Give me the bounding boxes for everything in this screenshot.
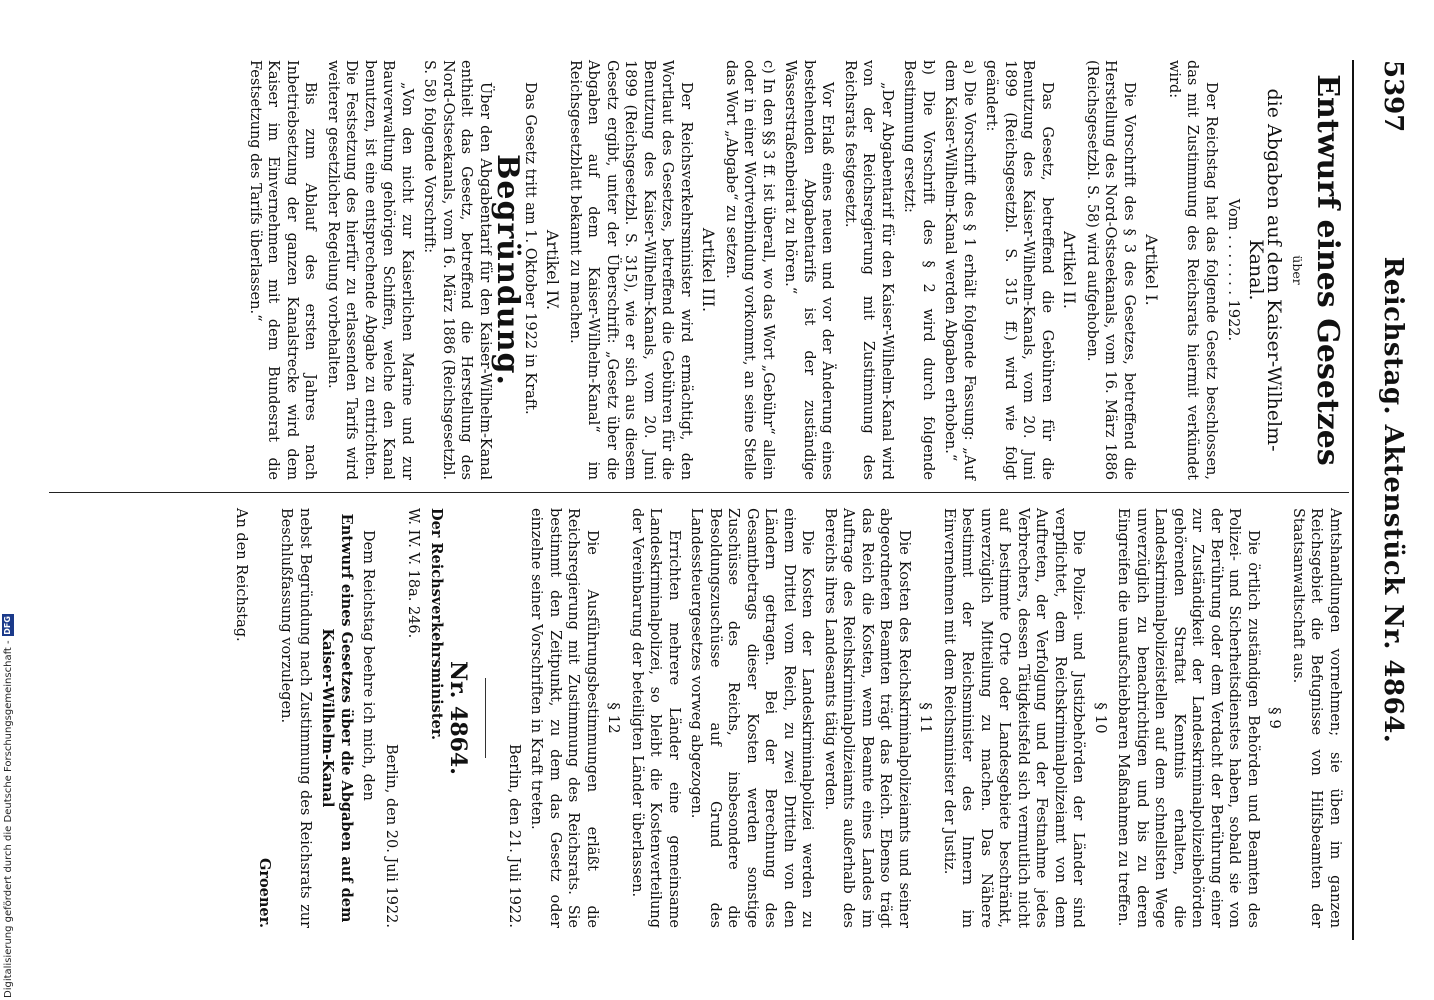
article-2-a: a) Die Vorschrift des § 1 erhält folgende Fassung: „Auf dem Kaiser-Wilhelm-Kanal werden Abgaben erhoben.“ [942, 60, 977, 480]
article-1-text: Die Vorschrift des § 3 des Gesetzes, betreffend die Herstellung des Nord-Ostseekanals, vom 16. März 1886 (Reichsgesetzbl. S. 58) wird aufgehoben. [1084, 60, 1137, 480]
date-signed-2: Berlin, den 20. Juli 1922. [383, 743, 399, 928]
section-9-text: Die örtlich zuständigen Behörden und Beamten des Polizei- und Sicherheitsdienstes haben, sobald sie von der Berührung oder dem Verdacht der Berührung einer zur Zuständigkeit der Landeskriminalpolizeibehörden gehörenden Straftat Kenntnis erhalten, die Landeskriminalpolizeistellen auf dem schnellsten Wege unverzüglich zu benachrichtigen und bis zu deren Eingreifen die unaufschiebbaren Maßnahmen zu treffen. [1115, 508, 1261, 928]
letter-line-2: Entwurf eines Gesetzes über die Abgaben auf dem Kaiser-Wilhelm-Kanal [319, 513, 355, 923]
letter-line-3: nebst Begründung nach Zustimmung des Reichsrats zur Beschlußfassung vorzulegen. [278, 508, 313, 928]
section-10-text: Die Polizei- und Justizbehörden der Länder sind verpflichtet, dem Reichskriminalpolizeiamt von dem Auftreten, der Verfolgung und der Festnahme jedes Verbrechers, dessen Tätigkeitsfeld sich vermutlich nicht auf bestimmte Orte oder Landesgebiete beschränkt, unverzüglich Mitteilung zu machen. Das Nähere bestimmt der Reichsminister des Innern im Einvernehmen mit dem Reichsminister der Justiz. [941, 508, 1087, 928]
article-2-b-quote-1: „Der Abgabentarif für den Kaiser-Wilhelm-Kanal wird von der Reichsregierung mit Zustimmung des Reichsrats festgesetzt. [842, 60, 895, 480]
section-12-text: Die Ausführungsbestimmungen erläßt die Reichsregierung mit Zustimmung des Reichsrats. Sie bestimmt den Zeitpunkt, zu dem das Gesetz oder einzelne seiner Vorschriften in Kraft treten. [528, 508, 600, 928]
article-2-text: Das Gesetz, betreffend die Gebühren für die Benutzung des Kaiser-Wilhelm-Kanals, vom 20. Juni 1899 (Reichsgesetzbl. S. 315 ff.) wird wie folgt geändert: [983, 60, 1055, 480]
section-9-heading: § 9 [1266, 707, 1285, 729]
entwurf-ueber: über [1290, 255, 1305, 285]
header-rule [1352, 60, 1354, 940]
begruendung-paragraph: Über den Abgabentarif für den Kaiser-Wilhelm-Kanal enthielt das Gesetz, betreffend die Herstellung des Nord-Ostseekanals, vom 16. März 1886 (Reichsgesetzbl. S. 58) folgende Vorschrift: [421, 60, 493, 480]
entwurf-column [242, 60, 1345, 480]
article-4-heading: Artikel IV. [543, 229, 563, 311]
article-3-text: Der Reichsverkehrsminister wird ermächtigt, den Wortlaut des Gesetzes, betreffend die Gebühren für die Benutzung des Kaiser-Wilhelm-Kanals, vom 20. Juni 1899 (Reichsgesetzbl. S. 315), wie er sich aus diesem Gesetz ergibt, unter der Überschrift: „Gesetz über die Abgaben auf dem Kaiser-Wilhelm-Kanal“ im Reichsgesetzblatt bekannt zu machen. [567, 60, 694, 480]
document-number: Nr. 4864. [445, 661, 472, 775]
section-11-heading: § 11 [917, 702, 936, 734]
section-10-heading: § 10 [1092, 702, 1110, 734]
article-3-heading: Artikel III. [699, 227, 719, 313]
date-signed-1: Berlin, den 21. Juli 1922. [506, 743, 522, 928]
article-2-heading: Artikel II. [1060, 231, 1080, 309]
separator-rule [486, 678, 487, 758]
article-2-b: b) Die Vorschrift des § 2 wird durch folgende Bestimmung ersetzt: [901, 60, 936, 480]
article-1-heading: Artikel I. [1142, 234, 1162, 306]
digitization-footer [2, 614, 14, 998]
page-title: Reichstag. Aktenstück Nr. 4864. [1378, 256, 1408, 744]
section-11-text-3: Errichten mehrere Länder eine gemeinsame Landeskriminalpolizei, so bleibt die Kostenverteilung der Vereinbarung der beteiligten Länder überlassen. [629, 508, 682, 928]
section-12-heading: § 12 [605, 702, 624, 734]
entwurf-title: Entwurf eines Gesetzes [1310, 74, 1345, 466]
begruendung-quote-2: Bis zum Ablauf des ersten Jahres nach Inbetriebsetzung der ganzen Kanalstrecke wird dem Kaiser im Einvernehmen mit dem Bundesrat die Festsetzung des Tarifs überlassen.“ [247, 60, 319, 480]
reference-number: W. IV. V. 18a. 246. [405, 508, 422, 639]
entwurf-date: Vom . . . . . . . 1922. [1225, 198, 1242, 342]
entwurf-intro: Der Reichstag hat das folgende Gesetz beschlossen, das mit Zustimmung des Reichsrats hiermit verkündet wird: [1166, 60, 1219, 480]
law-text-column [228, 508, 1344, 928]
page-number: 5397 [1378, 60, 1408, 133]
entwurf-subject: die Abgaben auf dem Kaiser-Wilhelm-Kanal. [1245, 88, 1286, 452]
addressee: An den Reichstag. [233, 508, 250, 642]
footer-text: Digitalisierung gefördert durch die Deutsche Forschungsgemeinschaft - [2, 640, 14, 998]
letter-line-1: Dem Reichstag beehre ich mich, den [360, 530, 377, 801]
article-2-c: c) In den §§ 3 ff. ist überall, wo das Wort „Gebühr“ allein oder in einer Wortverbindung vorkommt, an seine Stelle das Wort „Abgabe“ zu setzen. [723, 60, 776, 480]
dfg-logo-icon: DFG [3, 616, 12, 635]
section-11-text-1: Die Kosten des Reichskriminalpolizeiamts und seiner abgeordneten Beamten trägt das Reich. Ebenso trägt das Reich die Kosten, wenn Beamte eines Landes im Auftrage des Reichskriminalpolizeiamts außerhalb des Bereichs ihres Landesamts tätig werden. [822, 508, 912, 928]
section-11-text-2: Die Kosten der Landeskriminalpolizei werden zu einem Drittel vom Reich, zu zwei Dritteln von den Ländern getragen. Bei der Berechnung des Gesamtbetrags dieser Kosten werden sonstige Zuschüsse des Reichs, insbesondere die Besoldungszuschüsse auf Grund des Landessteuergesetzes vorweg abgezogen. [688, 508, 816, 928]
continued-paragraph: Amtshandlungen vornehmen; sie üben im ganzen Reichsgebiet die Befugnisse von Hilfsbeamten der Staatsanwaltschaft aus. [1290, 508, 1343, 928]
column-divider [49, 492, 1349, 493]
signature: Groener. [256, 857, 273, 928]
article-4-text: Das Gesetz tritt am 1. Oktober 1922 in Kraft. [522, 82, 538, 415]
begruendung-quote-1: „Von den nicht zur Kaiserlichen Marine und zur Bauverwaltung gehörigen Schiffen, welche den Kanal benutzen, ist eine entsprechende Abgabe zu entrichten. Die Festsetzung des hierfür zu erlassenden Tarifs wird weiterer gesetzlicher Regelung vorbehalten. [325, 60, 415, 480]
page-header [1366, 60, 1414, 940]
begruendung-heading: Begründung. [490, 154, 526, 386]
minister-title: Der Reichsverkehrsminister. [428, 508, 445, 741]
article-2-b-quote-2: Vor Erlaß eines neuen und vor der Änderung eines bestehenden Abgabentarifs ist der zuständige Wasserstraßenbeirat zu hören.“ [782, 60, 836, 480]
